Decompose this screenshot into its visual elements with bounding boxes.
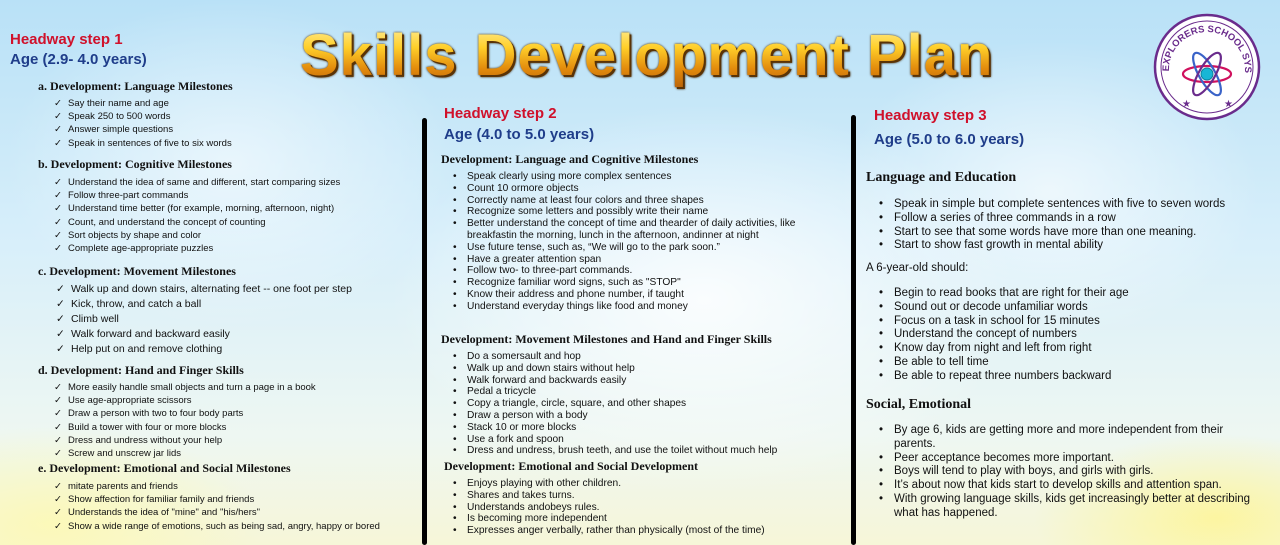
list-item: • Copy a triangle, circle, square, and other shapes xyxy=(441,398,826,410)
list-item: ✓ Build a tower with four or more blocks xyxy=(54,421,316,434)
list-item: • Draw a person with a body xyxy=(441,410,826,422)
list-item: ✓ Screw and unscrew jar lids xyxy=(54,447,316,460)
list-item: • Understand the concept of numbers xyxy=(866,328,1271,342)
list-item: ✓ Answer simple questions xyxy=(54,123,233,136)
list-item: • Count 10 ormore objects xyxy=(441,183,821,195)
col1-section-d xyxy=(38,363,316,460)
list-item: ✓ Show affection for familiar family and friends xyxy=(54,493,380,506)
list-item: • With growing language skills, kids get increasingly better at describing what has happened. xyxy=(866,493,1264,521)
section-heading: Language and Education xyxy=(866,170,1017,185)
section-heading: d. Development: Hand and Finger Skills xyxy=(38,363,244,377)
col1-age: Age (2.9- 4.0 years) xyxy=(10,51,147,68)
list-item: ✓ Understand time better (for example, morning, afternoon, night) xyxy=(54,202,340,215)
col1-step-title: Headway step 1 xyxy=(10,31,123,48)
section-heading: Social, Emotional xyxy=(866,397,972,412)
column-divider xyxy=(422,118,427,545)
section-heading: c. Development: Movement Milestones xyxy=(38,264,236,278)
section-heading: Development: Language and Cognitive Milestones xyxy=(441,152,699,166)
list-item: ✓ Sort objects by shape and color xyxy=(54,229,340,242)
list-item: ✓ Climb well xyxy=(56,312,352,327)
list-item: ✓ Count, and understand the concept of counting xyxy=(54,216,340,229)
list-item: • Shares and takes turns. xyxy=(441,490,829,502)
svg-text:★: ★ xyxy=(1224,99,1233,110)
list-item: ✓ Dress and undress without your help xyxy=(54,434,316,447)
list-item: ✓ Follow three-part commands xyxy=(54,189,340,202)
list-item: • Expresses anger verbally, rather than physically (most of the time) xyxy=(441,525,829,537)
list-item: • By age 6, kids are getting more and more independent from their parents. xyxy=(866,424,1264,452)
col3-age: Age (5.0 to 6.0 years) xyxy=(874,131,1025,148)
list-item: • Know their address and phone number, if taught xyxy=(441,289,821,301)
list-item: • Peer acceptance becomes more important. xyxy=(866,452,1264,466)
list-item: • Do a somersault and hop xyxy=(441,351,826,363)
list-item: ✓ Show a wide range of emotions, such as being sad, angry, happy or bored xyxy=(54,520,380,533)
list-item: ✓ Understand the idea of same and different, start comparing sizes xyxy=(54,176,340,189)
section-heading: Development: Movement Milestones and Hand and Finger Skills xyxy=(441,332,772,346)
list-item: • Understand everyday things like food and money xyxy=(441,301,821,313)
col3-list-2 xyxy=(866,287,1271,384)
list-item: ✓ Say their name and age xyxy=(54,97,233,110)
list-item: • Follow two- to three-part commands. xyxy=(441,265,821,277)
col3-intro: A 6-year-old should: xyxy=(866,262,969,274)
list-item: • Is becoming more independent xyxy=(441,513,829,525)
list-item: • Enjoys playing with other children. xyxy=(441,478,829,490)
section-heading: a. Development: Language Milestones xyxy=(38,79,233,93)
list-item: • Follow a series of three commands in a row xyxy=(866,212,1271,226)
list-item: • Better understand the concept of time and thearder of daily activities, like breakfastin the morning, lunch in the afternoon, andinner at night xyxy=(441,218,821,242)
list-item: • Understands andobeys rules. xyxy=(441,502,829,514)
section-heading: Development: Emotional and Social Development xyxy=(444,459,698,473)
list-item: • Start to show fast growth in mental ability xyxy=(866,239,1271,253)
list-item: • Speak in simple but complete sentences with five to seven words xyxy=(866,198,1271,212)
list-item: • Begin to read books that are right for their age xyxy=(866,287,1271,301)
col3-section-2 xyxy=(866,397,1271,521)
list-item: • Know day from night and left from right xyxy=(866,342,1271,356)
col2-section-3 xyxy=(444,459,829,537)
atom-logo-icon xyxy=(1152,12,1262,122)
list-item: • Use future tense, such as, “We will go to the park soon.” xyxy=(441,242,821,254)
list-item: ✓ Walk up and down stairs, alternating feet -- one foot per step xyxy=(56,282,352,297)
list-item: • Recognize some letters and possibly write their name xyxy=(441,206,821,218)
list-item: • Sound out or decode unfamiliar words xyxy=(866,301,1271,315)
list-item: ✓ Understands the idea of "mine" and "his/hers" xyxy=(54,506,380,519)
list-item: ✓ More easily handle small objects and turn a page in a book xyxy=(54,381,316,394)
list-item: ✓ Speak 250 to 500 words xyxy=(54,110,233,123)
col1-section-a xyxy=(38,79,233,150)
svg-text:★: ★ xyxy=(1182,99,1191,110)
section-heading: b. Development: Cognitive Milestones xyxy=(38,157,232,171)
col1-section-e xyxy=(38,461,380,533)
section-heading: e. Development: Emotional and Social Milestones xyxy=(38,461,291,475)
list-item: • Focus on a task in school for 15 minutes xyxy=(866,315,1271,329)
list-item: ✓ Draw a person with two to four body parts xyxy=(54,407,316,420)
list-item: ✓ Speak in sentences of five to six words xyxy=(54,137,233,150)
list-item: • Stack 10 or more blocks xyxy=(441,422,826,434)
list-item: ✓ Use age-appropriate scissors xyxy=(54,394,316,407)
page-title: Skills Development Plan xyxy=(300,23,994,88)
list-item: • Start to see that some words have more than one meaning. xyxy=(866,226,1271,240)
col3-step-title: Headway step 3 xyxy=(874,107,987,124)
list-item: • Use a fork and spoon xyxy=(441,434,826,446)
list-item: • Walk forward and backwards easily xyxy=(441,375,826,387)
col1-section-b xyxy=(38,157,340,255)
list-item: • Recognize familiar word signs, such as "STOP" xyxy=(441,277,821,289)
list-item: ✓ Walk forward and backward easily xyxy=(56,327,352,342)
col3-section-1 xyxy=(866,170,1271,253)
list-item: • Walk up and down stairs without help xyxy=(441,363,826,375)
list-item: • Be able to tell time xyxy=(866,356,1271,370)
list-item: • Correctly name at least four colors and three shapes xyxy=(441,195,821,207)
col2-age: Age (4.0 to 5.0 years) xyxy=(444,126,595,143)
list-item: • It’s about now that kids start to develop skills and attention span. xyxy=(866,479,1264,493)
col2-section-2 xyxy=(441,332,826,457)
list-item: • Be able to repeat three numbers backward xyxy=(866,370,1271,384)
list-item: • Dress and undress, brush teeth, and use the toilet without much help xyxy=(441,445,826,457)
list-item: ✓ Help put on and remove clothing xyxy=(56,342,352,357)
list-item: ✓ Complete age-appropriate puzzles xyxy=(54,242,340,255)
list-item: • Speak clearly using more complex sentences xyxy=(441,171,821,183)
col2-section-1 xyxy=(441,152,821,313)
list-item: ✓ mitate parents and friends xyxy=(54,480,380,493)
school-logo xyxy=(1152,12,1262,122)
col2-step-title: Headway step 2 xyxy=(444,105,557,122)
list-item: • Have a greater attention span xyxy=(441,254,821,266)
col1-section-c xyxy=(38,264,352,357)
list-item: ✓ Kick, throw, and catch a ball xyxy=(56,297,352,312)
list-item: • Boys will tend to play with boys, and girls with girls. xyxy=(866,465,1264,479)
list-item: • Pedal a tricycle xyxy=(441,386,826,398)
logo-text: EXPLORERS SCHOOL SYS xyxy=(1160,23,1254,73)
column-divider xyxy=(851,115,856,545)
